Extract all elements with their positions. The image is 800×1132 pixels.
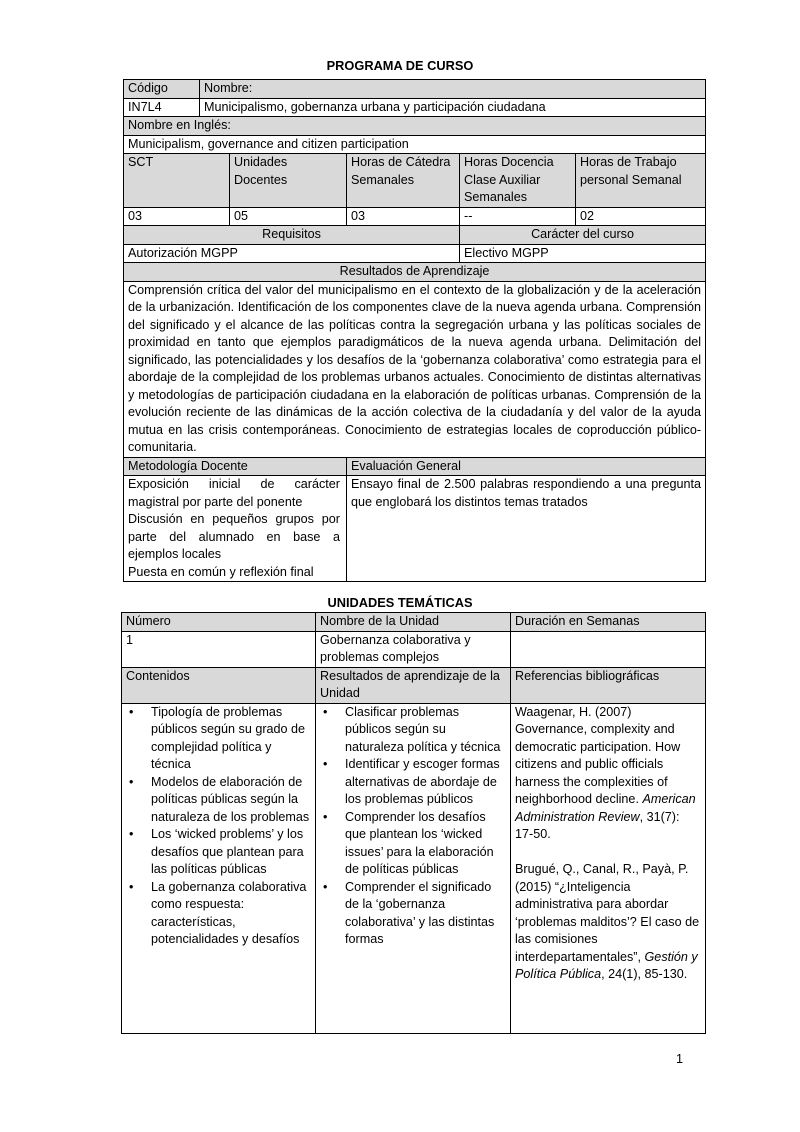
bullet-icon: •	[323, 879, 328, 894]
unit-details-header-row	[122, 667, 706, 703]
unit-outcomes-list	[320, 704, 506, 949]
unit-details-row	[122, 703, 706, 1033]
methodology-row	[124, 476, 706, 582]
number-label: Número	[122, 613, 316, 632]
course-code: IN7L4	[124, 98, 200, 117]
english-name-row	[124, 135, 706, 154]
unit-outcomes-label: Resultados de aprendizaje de la Unidad	[316, 667, 511, 703]
journal-title: Gestión y Política Pública	[515, 949, 698, 981]
unit-name: Gobernanza colaborativa y problemas complejos	[316, 631, 511, 667]
bullet-icon: •	[129, 879, 134, 894]
page-number: 1	[676, 1052, 684, 1066]
name-label: Nombre:	[200, 80, 706, 99]
requirements-label: Requisitos	[124, 226, 460, 245]
learning-outcomes-text: Comprensión crítica del valor del municipalismo en el contexto de la globalización y de la aceleración de la urbanización. Identificación de los componentes clave de la nueva agenda urbana. Comprensión del significado y el alcance de las políticas contra la segregación urbana y las políticas sociales de proximidad en tanto que ejemplos paradigmáticos de la nueva agenda urbana. Delimitación del significado, las potencialidades y los desafíos de la ‘gobernanza colaborativa’ como estrategia para el abordaje de la complejidad de los problemas urbanos actuales. Conocimiento de distintas alternativas y metodologías de participación ciudadana en la elaboración de políticas urbanas. Comprensión de la evolución reciente de las dinámicas de la acción colectiva de la ciudadanía y del valor de la ayuda mutua en las crisis contemporáneas. Conocimiento de estrategias locales de coproducción público-comunitaria.	[124, 281, 706, 457]
course-program-table	[123, 79, 706, 582]
course-name: Municipalismo, gobernanza urbana y participación ciudadana	[200, 98, 706, 117]
sct-value: 03	[124, 207, 230, 226]
units-header-row	[122, 613, 706, 632]
unit-row	[122, 631, 706, 667]
contents-list	[126, 704, 311, 949]
reference-item: Brugué, Q., Canal, R., Payà, P. (2015) “¿Inteligencia administrativa para abordar ‘problemas malditos’? El caso de las comisiones interdepartamentales”, Gestión y Política Pública, 24(1), 85-130.	[515, 862, 700, 981]
teaching-units-value: 05	[230, 207, 347, 226]
lecture-hours-value: 03	[347, 207, 460, 226]
reference-item: Waagenar, H. (2007) Governance, complexity and democratic participation. How citizens and public officials harness the complexities of neighborhood decline. American Administration Review, 31(7): 17-50.	[515, 704, 696, 841]
list-item: • La gobernanza colaborativa como respuesta: características, potencialidades y desafíos	[129, 879, 307, 946]
references-cell	[511, 703, 706, 1033]
sct-label: SCT	[124, 154, 230, 208]
list-item: • Comprender los desafíos que plantean los ‘wicked issues’ para la elaboración de políticas públicas	[323, 809, 494, 876]
list-item: • Tipología de problemas públicos según su grado de complejidad política y técnica	[129, 704, 306, 771]
personal-work-hours-value: 02	[576, 207, 706, 226]
hours-header-row	[124, 154, 706, 208]
unit-name-label: Nombre de la Unidad	[316, 613, 511, 632]
learning-outcomes-label: Resultados de Aprendizaje	[124, 263, 706, 282]
references-label: Referencias bibliográficas	[511, 667, 706, 703]
auxiliary-hours-value: --	[460, 207, 576, 226]
bullet-icon: •	[129, 704, 134, 719]
list-item: • Modelos de elaboración de políticas públicas según la naturaleza de los problemas	[129, 774, 310, 824]
methodology-item: Puesta en común y reflexión final	[128, 564, 314, 579]
unit-duration	[511, 631, 706, 667]
list-item: • Comprender el significado de la ‘gobernanza colaborativa’ y las distintas formas	[323, 879, 495, 946]
learning-outcomes-header-row	[124, 263, 706, 282]
units-section-title: UNIDADES TEMÁTICAS	[327, 595, 473, 610]
list-item: • Los ‘wicked problems’ y los desafíos que plantean para las políticas públicas	[129, 827, 304, 876]
list-item: • Identificar y escoger formas alternativas de abordaje de los problemas públicos	[323, 757, 500, 806]
evaluation-text: Ensayo final de 2.500 palabras respondiendo a una pregunta que englobará los distintos temas tratados	[347, 476, 706, 582]
teaching-units-label: Unidades Docentes	[230, 154, 347, 208]
bullet-icon: •	[129, 774, 134, 789]
methodology-cell	[124, 476, 347, 582]
code-name-header-row	[124, 80, 706, 99]
code-label: Código	[124, 80, 200, 99]
personal-work-hours-label: Horas de Trabajo personal Semanal	[576, 154, 706, 208]
english-name-label: Nombre en Inglés:	[124, 117, 706, 136]
methodology-item: Discusión en pequeños grupos por parte del alumnado en base a ejemplos locales	[128, 512, 340, 561]
methodology-header-row	[124, 457, 706, 476]
duration-label: Duración en Semanas	[511, 613, 706, 632]
lecture-hours-label: Horas de Cátedra Semanales	[347, 154, 460, 208]
code-name-row	[124, 98, 706, 117]
requirements-header-row	[124, 226, 706, 245]
auxiliary-hours-label: Horas Docencia Clase Auxiliar Semanales	[460, 154, 576, 208]
contents-cell	[122, 703, 316, 1033]
english-name-header-row	[124, 117, 706, 136]
bullet-icon: •	[323, 757, 328, 771]
bullet-icon: •	[129, 827, 134, 841]
methodology-label: Metodología Docente	[124, 457, 347, 476]
unit-number: 1	[122, 631, 316, 667]
english-name: Municipalism, governance and citizen participation	[124, 135, 706, 154]
bullet-icon: •	[323, 704, 328, 719]
thematic-units-table	[121, 612, 706, 1034]
requirements-value: Autorización MGPP	[124, 244, 460, 263]
hours-values-row	[124, 207, 706, 226]
requirements-row	[124, 244, 706, 263]
character-label: Carácter del curso	[460, 226, 706, 245]
contents-label: Contenidos	[122, 667, 316, 703]
list-item: • Clasificar problemas públicos según su naturaleza política y técnica	[323, 704, 501, 754]
methodology-item: Exposición inicial de carácter magistral por parte del ponente	[128, 477, 340, 509]
character-value: Electivo MGPP	[460, 244, 706, 263]
learning-outcomes-row	[124, 281, 706, 457]
page-title: PROGRAMA DE CURSO	[326, 58, 474, 73]
evaluation-label: Evaluación General	[347, 457, 706, 476]
journal-title: American Administration Review	[515, 792, 696, 824]
unit-outcomes-cell	[316, 703, 511, 1033]
bullet-icon: •	[323, 809, 328, 824]
